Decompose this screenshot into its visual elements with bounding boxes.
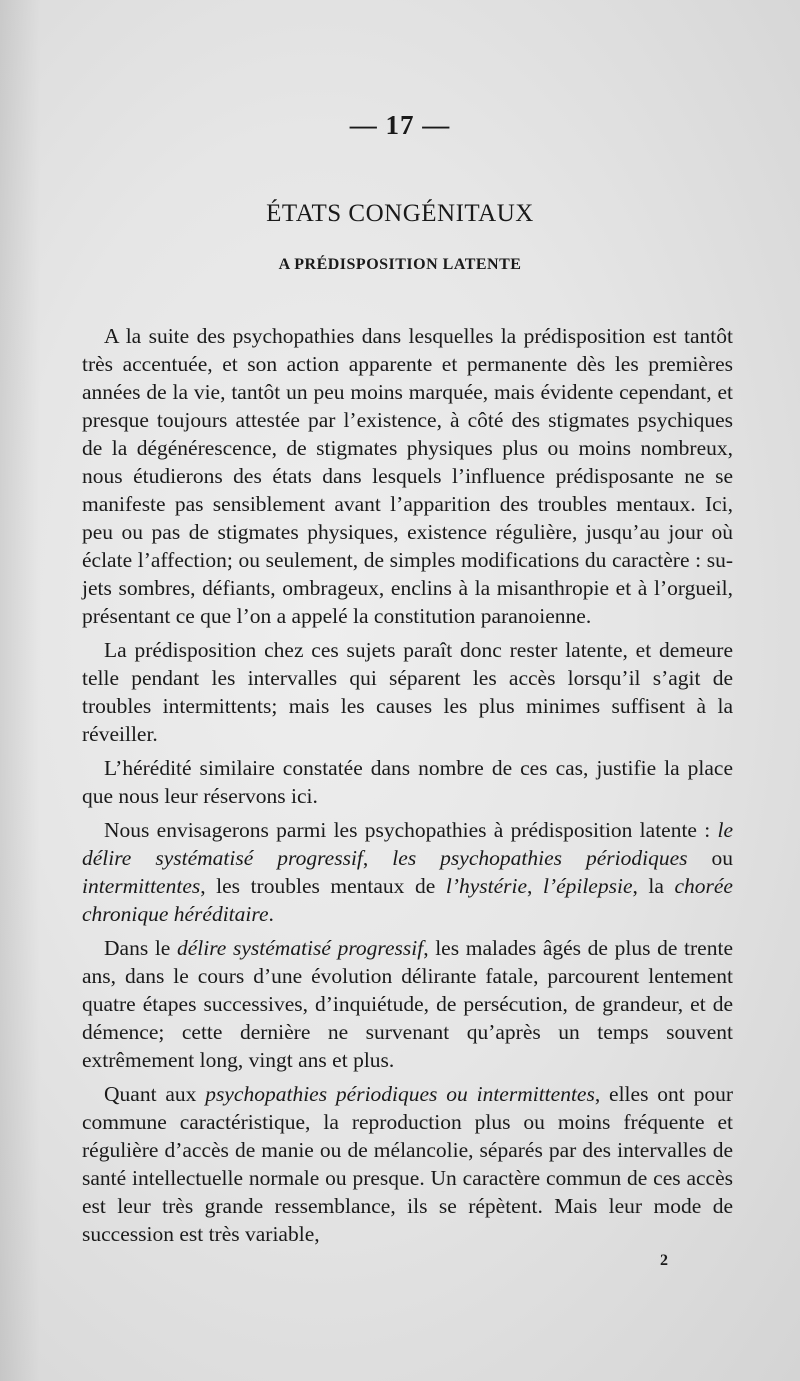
chapter-title: ÉTATS CONGÉNITAUX: [266, 200, 534, 227]
section-title: A PRÉDISPOSITION LATENTE: [278, 256, 522, 273]
paragraph-5: [82, 934, 733, 1074]
paragraph-6: [82, 1080, 733, 1248]
text-segment: A la suite des psychopathies dans lesquelles la prédisposition est tantôt très accentuée, et son action apparente et permanente dès les premières années de la vie, tantôt un peu moins marquée, mais évidente cependant, et presque toujours attestée par l’existence, à côté des stigmates psychiques de la dégénérescence, de stigmates physiques plus ou moins nombreux, nous étudierons des états dans lesquels l’influence prédisposante ne se manifeste pas sensiblement avant l’apparition des troubles mentaux. Ici, peu ou pas de stigmates physiques, existence régulière, jusqu’au jour où éclate l’affection; ou seulement, de simples modifications du caractère : sujets sombres, défiants, ombrageux, enclins à la misanthropie et à l’orgueil, présentant ce que l’on a appelé la constitution paranoienne.: [82, 324, 733, 628]
text-segment: ,: [527, 874, 543, 898]
paragraph-4: [82, 816, 733, 928]
page-number: — 17 —: [349, 110, 451, 140]
text-segment: .: [268, 902, 274, 926]
text-segment: Dans le: [104, 936, 177, 960]
text-segment: L’hérédité similaire constatée dans nombre de ces cas, justifie la place que nous leur réservons ici.: [82, 756, 733, 808]
italic-text-segment: l’épilepsie: [542, 874, 633, 898]
text-segment: , les malades âgés de plus de trente ans, dans le cours d’une évolution délirante fatale, parcourent lentement quatre étapes successives, d’inquiétude, de persécution, de grandeur, et de démence; cette dernière ne survenant qu’après un temps souvent extrêmement long, vingt ans et plus.: [82, 936, 733, 1072]
italic-text-segment: le délire systématisé progressif: [82, 818, 733, 870]
body-text: [82, 322, 733, 1254]
text-segment: , les troubles mentaux de: [200, 874, 446, 898]
italic-text-segment: les psychopathies périodiques: [392, 846, 688, 870]
italic-text-segment: l’hystérie: [445, 874, 528, 898]
italic-text-segment: psychopathies périodiques ou intermittentes: [205, 1082, 595, 1106]
paragraph-1: [82, 322, 733, 630]
text-segment: Quant aux: [104, 1082, 206, 1106]
text-segment: ,: [362, 846, 393, 870]
italic-text-segment: chorée chronique héréditaire: [82, 874, 733, 926]
text-segment: , la: [632, 874, 675, 898]
text-segment: Nous envisagerons parmi les psychopathies à prédisposition latente :: [104, 818, 718, 842]
italic-text-segment: intermittentes: [82, 874, 201, 898]
text-segment: ou: [687, 846, 734, 870]
paragraph-2: [82, 636, 733, 748]
italic-text-segment: délire systématisé progressif: [177, 936, 424, 960]
text-segment: La prédisposition chez ces sujets paraît donc rester latente, et demeure telle pendant les intervalles qui séparent les accès lorsqu’il s’agit de troubles intermittents; mais les causes les plus minimes suffisent à la réveiller.: [82, 638, 733, 746]
text-segment: , elles ont pour commune caractéristique, la reproduction plus ou moins fréquente et régulière d’accès de manie ou de mélancolie, séparés par des intervalles de santé intellectuelle normale ou presque. Un caractère commun de ces accès est leur très grande ressemblance, ils se répètent. Mais leur mode de succession est très variable,: [82, 1082, 733, 1246]
paragraph-3: [82, 754, 733, 810]
signature-mark: 2: [660, 1252, 668, 1269]
